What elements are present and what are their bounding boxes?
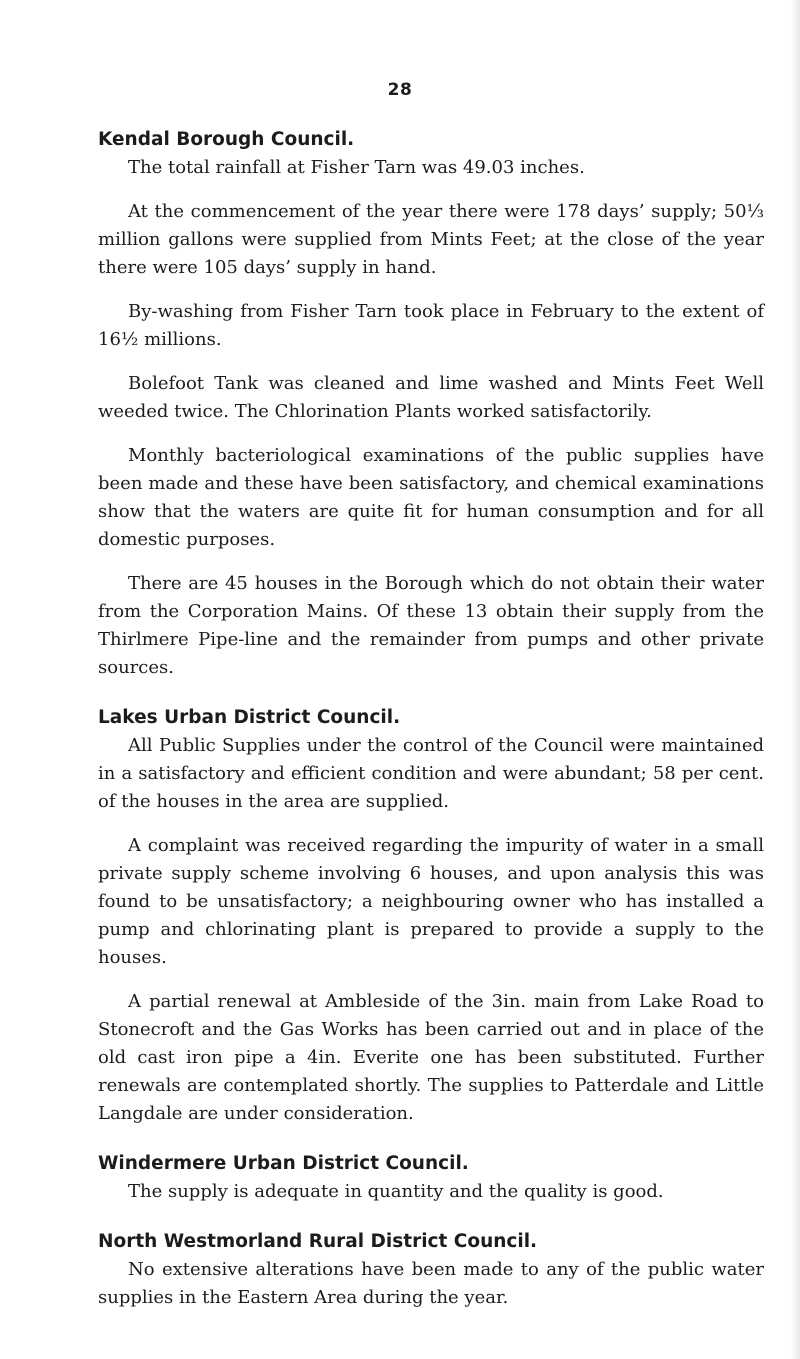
section-kendal-borough-council — [98, 126, 764, 682]
page-edge-shadow — [790, 0, 800, 1359]
paragraph: Monthly bacteriological examinations of the public supplies have been made and these have been satisfactory, and chemical examinations show that the waters are quite fit for human consumption and for all domestic purposes. — [98, 445, 764, 550]
section-heading: Windermere Urban District Council. — [98, 1153, 469, 1174]
section-heading: Kendal Borough Council. — [98, 129, 355, 150]
paragraph: Bolefoot Tank was cleaned and lime washed and Mints Feet Well weeded twice. The Chlorination Plants worked satisfactorily. — [98, 373, 764, 422]
section-heading: Lakes Urban District Council. — [98, 707, 401, 728]
section-heading: North Westmorland Rural District Council. — [98, 1231, 538, 1252]
paragraph: There are 45 houses in the Borough which do not obtain their water from the Corporation Mains. Of these 13 obtain their supply from the Thirlmere Pipe-line and the remainder from pumps and other private sources. — [98, 573, 764, 678]
paragraph: A partial renewal at Ambleside of the 3in. main from Lake Road to Stonecroft and the Gas Works has been carried out and in place of the old cast iron pipe a 4in. Everite one has been substituted. Further renewals are contemplated shortly. The supplies to Patterdale and Little Langdale are under consideration. — [98, 991, 764, 1124]
section-lakes-urban-district-council — [98, 704, 764, 1128]
section-windermere-urban-district-council — [98, 1150, 764, 1206]
paragraph: The supply is adequate in quantity and the quality is good. — [128, 1181, 664, 1202]
paragraph: The total rainfall at Fisher Tarn was 49.03 inches. — [128, 157, 585, 178]
paragraph: At the commencement of the year there were 178 days’ supply; 50⅓ million gallons were supplied from Mints Feet; at the close of the year there were 105 days’ supply in hand. — [98, 201, 764, 278]
paragraph: A complaint was received regarding the impurity of water in a small private supply scheme involving 6 houses, and upon analysis this was found to be unsatisfactory; a neighbouring owner who has installed a pump and chlorinating plant is prepared to provide a supply to the houses. — [98, 835, 764, 968]
paragraph: All Public Supplies under the control of the Council were maintained in a satisfactory and efficient condition and were abundant; 58 per cent. of the houses in the area are supplied. — [98, 735, 764, 812]
section-north-westmorland-rural-district-council — [98, 1228, 764, 1312]
paragraph: No extensive alterations have been made to any of the public water supplies in the Eastern Area during the year. — [98, 1259, 764, 1308]
paragraph: By-washing from Fisher Tarn took place in February to the extent of 16½ millions. — [98, 301, 764, 350]
document-body — [98, 126, 764, 1312]
page-number: 28 — [387, 80, 413, 100]
